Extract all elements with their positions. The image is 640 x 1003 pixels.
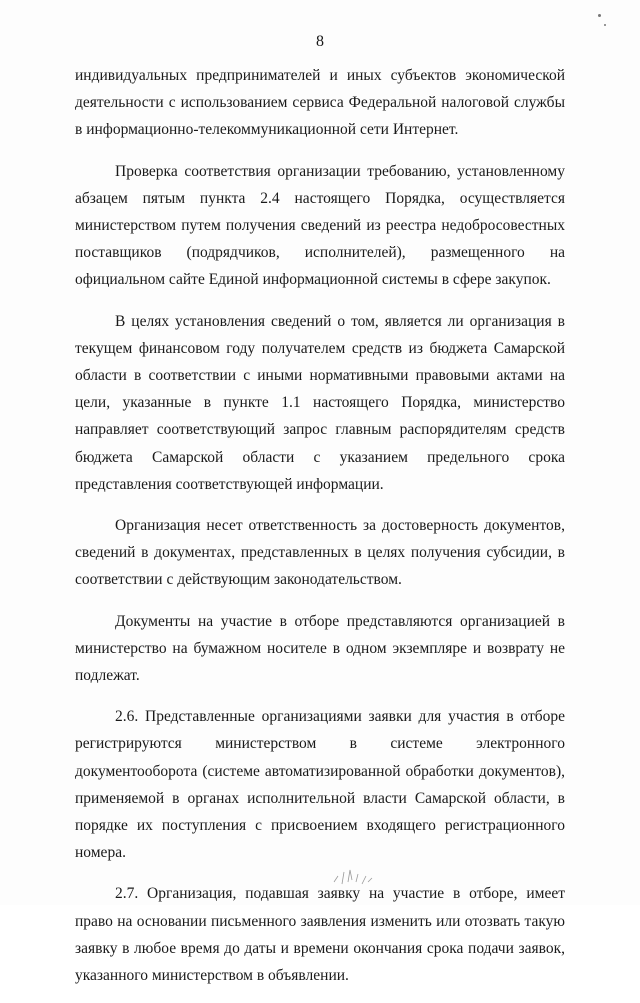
paragraph-continuation: индивидуальных предпринимателей и иных субъектов экономической деятельности с использованием сервиса Федеральной налоговой службы в информационно-телекоммуникационной сети Интернет.	[75, 67, 565, 139]
paragraph-2-7-withdrawal: 2.7. Организация, подавшая заявку на участие в отборе, имеет право на основании письменного заявления изменить или отозвать такую заявку в любое время до даты и времени окончания срока подачи заявок, указанного министерством в объявлении.	[75, 885, 565, 985]
paragraph-budget-recipient-check: В целях установления сведений о том, является ли организация в текущем финансовом году получателем средств из бюджета Самарской области в соответствии с иными нормативными правовыми актами на цели, указанные в пункте 1.1 настоящего Порядка, министерство направляет соответствующий запрос главным распорядителям средств бюджета Самарской области с указанием предельного срока представления соответствующей информации.	[75, 312, 565, 493]
scan-speck	[604, 24, 606, 26]
paragraph-submission-format: Документы на участие в отборе представляются организацией в министерство на бумажном носителе в одном экземпляре и возврату не подлежат.	[75, 612, 565, 685]
paragraph-responsibility: Организация несет ответственность за достоверность документов, сведений в документах, представленных в целях получения субсидии, в соответствии с действующим законодательством.	[75, 517, 565, 589]
scan-speck	[598, 14, 601, 17]
paragraph-verification-requirement: Проверка соответствия организации требованию, установленному абзацем пятым пункта 2.4 настоящего Порядка, осуществляется министерством путем получения сведений из реестра недобросовестных поставщиков (подрядчиков, исполнителей), размещенного на официальном сайте Единой информационной системы в сфере закупок.	[75, 162, 565, 289]
paragraph-2-6-registration: 2.6. Представленные организациями заявки для участия в отборе регистрируются министерством в системе электронного документооборота (системе автоматизированной обработки документов), применяемой в органах исполнительной власти Самарской области, в порядке их поступления с присвоением входящего регистрационного номера.	[75, 708, 565, 862]
scan-mark	[330, 862, 378, 888]
document-body	[75, 62, 565, 1003]
page-number: 8	[316, 33, 324, 50]
